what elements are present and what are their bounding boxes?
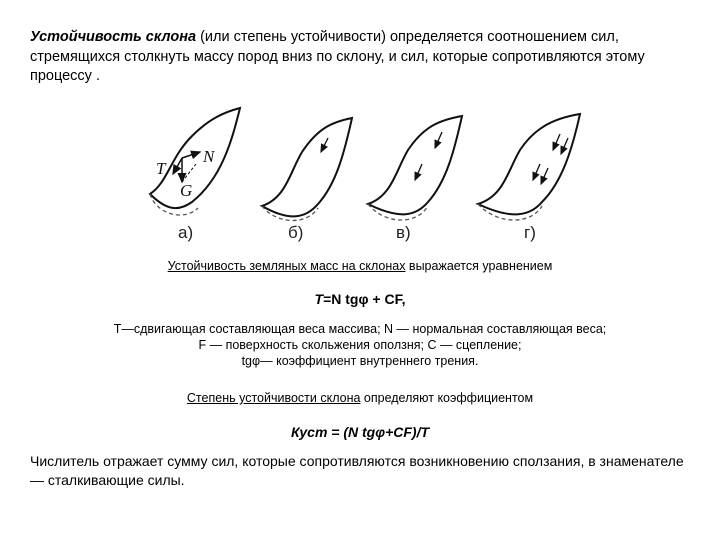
- formula-shear: [60, 291, 660, 307]
- panel-label-a: а): [178, 223, 194, 242]
- legend-line-1: T—сдвигающая составляющая веса массива; N — нормальная составляющая веса;: [113, 322, 607, 336]
- intro-text: (или степень устойчивости) определяется соотношением сил, стремящихся столкнуть массу пород вниз по склону, и сил, которые сопротивляются этому процессу .: [30, 29, 645, 84]
- coefficient-intro: [60, 391, 660, 405]
- panel-label-v: в): [396, 223, 411, 242]
- equation-intro: [60, 259, 660, 273]
- legend-line-3: tgφ— коэффициент внутреннего трения.: [241, 354, 479, 368]
- slope-diagram-g: [478, 114, 580, 220]
- formula-shear-rhs: =N tgφ + CF,: [323, 291, 406, 307]
- intro-term-slope: склона: [145, 29, 197, 45]
- equation-intro-text: выражается уравнением: [405, 259, 553, 273]
- equation-intro-underlined: Устойчивость земляных масс на склонах: [167, 259, 406, 273]
- intro-paragraph: [30, 28, 670, 87]
- coefficient-intro-text: определяют коэффициентом: [360, 391, 534, 405]
- legend-line-2: F — поверхность скольжения оползня; С — сцепление;: [198, 338, 522, 352]
- force-label-n: N: [203, 147, 215, 166]
- intro-term-stability: Устойчивость: [30, 29, 142, 45]
- coefficient-intro-underlined: Степень устойчивости склона: [186, 391, 361, 405]
- force-label-t: T: [156, 159, 166, 178]
- panel-label-b: б): [288, 223, 304, 242]
- force-label-g: G: [180, 181, 193, 200]
- formula-shear-lhs: T: [314, 291, 324, 307]
- formula-coefficient: Куст = (N tgφ+CF)/T: [290, 424, 430, 440]
- slope-stability-figure: [0, 100, 720, 250]
- slope-diagram-a: [150, 108, 240, 215]
- formula-legend: [60, 321, 660, 369]
- slope-diagram-b: [262, 118, 352, 221]
- slope-diagram-v: [368, 116, 462, 220]
- panel-label-g: г): [524, 223, 536, 242]
- conclusion-paragraph: Числитель отражает сумму сил, которые сопротивляются возникновению сползания, в знаменателе — сталкивающие силы.: [30, 453, 684, 488]
